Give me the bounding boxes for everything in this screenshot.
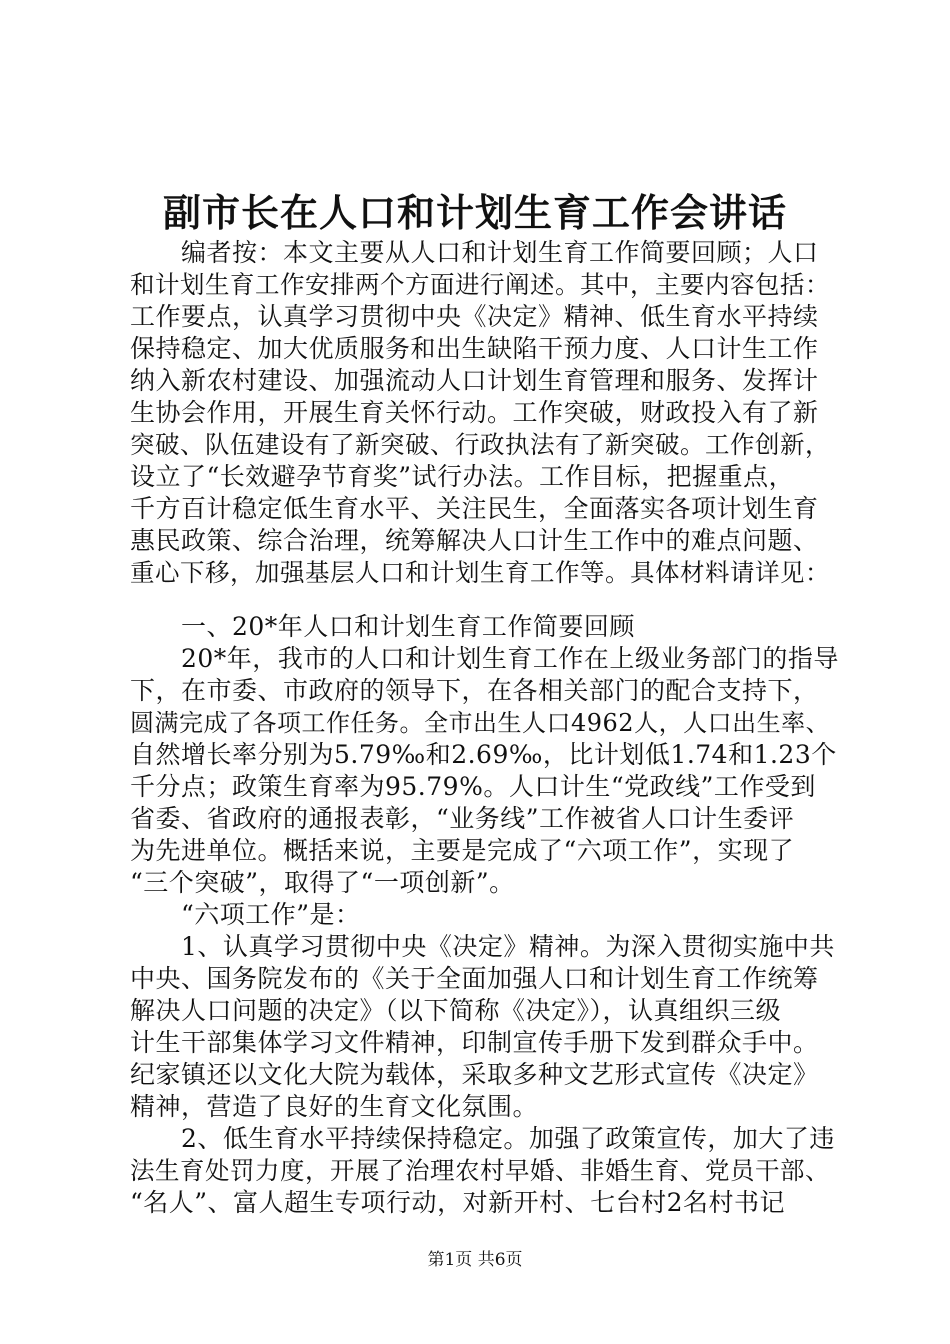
- body-line: 省委、省政府的通报表彰，“业务线”工作被省人口计生委评: [130, 804, 795, 833]
- body-line: 重心下移，加强基层人口和计划生育工作等。具体材料请详见：: [130, 558, 830, 587]
- body-line: 突破、队伍建设有了新突破、行政执法有了新突破。工作创新，: [130, 430, 830, 459]
- body-line: 编者按：本文主要从人口和计划生育工作简要回顾；人口: [130, 238, 819, 267]
- body-line: 圆满完成了各项工作任务。全市出生人口4962人，人口出生率、: [130, 709, 831, 737]
- page-number-footer: 第1页 共6页: [427, 1250, 523, 1270]
- body-line: “三个突破”，取得了“一项创新”。: [130, 868, 515, 897]
- body-line: 20*年，我市的人口和计划生育工作在上级业务部门的指导: [130, 644, 839, 673]
- body-line: 惠民政策、综合治理，统筹解决人口计生工作中的难点问题、: [130, 526, 819, 555]
- body-line: 中央、国务院发布的《关于全面加强人口和计划生育工作统筹: [130, 964, 819, 993]
- body-line: 工作要点，认真学习贯彻中央《决定》精神、低生育水平持续: [130, 302, 819, 331]
- body-line: “名人”、富人超生专项行动，对新开村、七台村2名村书记: [130, 1188, 785, 1217]
- body-line: 和计划生育工作安排两个方面进行阐述。其中，主要内容包括：: [130, 270, 830, 299]
- body-line: 精神，营造了良好的生育文化氛围。: [130, 1092, 539, 1121]
- body-line: 自然增长率分别为5.79‰和2.69‰，比计划低1.74和1.23个: [130, 740, 837, 769]
- body-line: 纳入新农村建设、加强流动人口计划生育管理和服务、发挥计: [130, 366, 819, 395]
- body-line: 法生育处罚力度，开展了治理农村早婚、非婚生育、党员干部、: [130, 1156, 830, 1185]
- body-line: 解决人口问题的决定》（以下简称《决定》），认真组织三级: [130, 996, 782, 1025]
- body-line: 2、低生育水平持续保持稳定。加强了政策宣传，加大了违: [130, 1124, 835, 1153]
- section-heading: 一、20*年人口和计划生育工作简要回顾: [130, 612, 635, 641]
- body-line: 计生干部集体学习文件精神，印制宣传手册下发到群众手中。: [130, 1028, 819, 1057]
- body-line: 下，在市委、市政府的领导下，在各相关部门的配合支持下，: [130, 676, 819, 705]
- body-line: 1、认真学习贯彻中央《决定》精神。为深入贯彻实施中共: [130, 932, 835, 961]
- body-line: “六项工作”是：: [130, 900, 361, 929]
- body-line: 生协会作用，开展生育关怀行动。工作突破，财政投入有了新: [130, 398, 819, 427]
- body-line: 纪家镇还以文化大院为载体，采取多种文艺形式宣传《决定》: [130, 1060, 819, 1089]
- body-line: 设立了“长效避孕节育奖”试行办法。工作目标，把握重点，: [130, 462, 795, 491]
- body-line: 保持稳定、加大优质服务和出生缺陷干预力度、人口计生工作: [130, 334, 819, 363]
- body-line: 千分点；政策生育率为95.79%。人口计生“党政线”工作受到: [130, 772, 816, 801]
- document-title: 副市长在人口和计划生育工作会讲话: [162, 191, 787, 235]
- body-line: 千方百计稳定低生育水平、关注民生，全面落实各项计划生育: [130, 494, 819, 523]
- body-line: 为先进单位。概括来说，主要是完成了“六项工作”，实现了: [130, 836, 795, 865]
